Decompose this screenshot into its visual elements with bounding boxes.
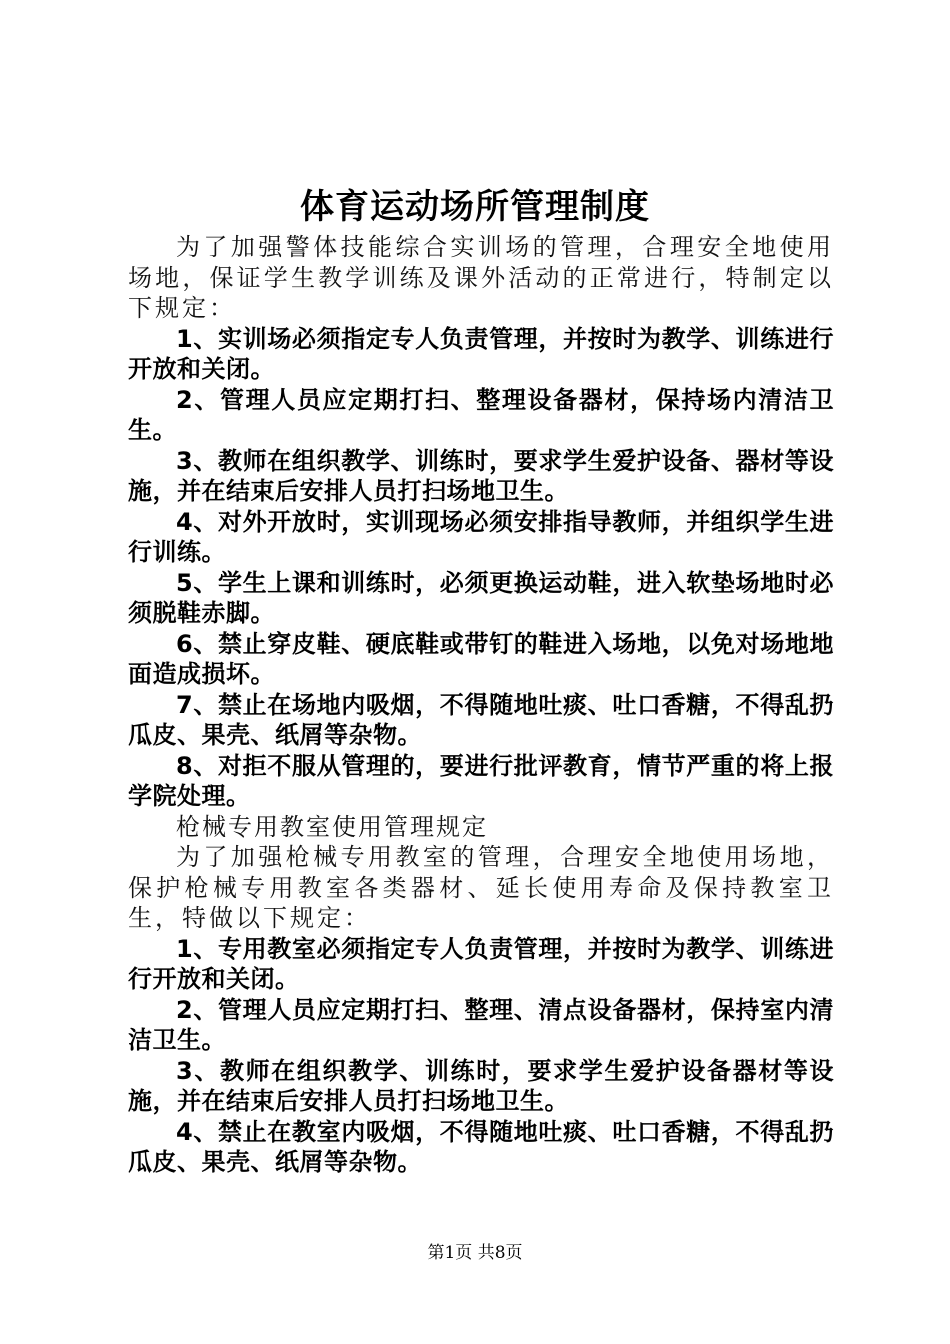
section-1-rule-1: 1、实训场必须指定专人负责管理，并按时为教学、训练进行开放和关闭。 <box>128 324 834 383</box>
document-title: 体育运动场所管理制度 <box>300 187 650 227</box>
section-1-rule-2: 2、管理人员应定期打扫、整理设备器材，保持场内清洁卫生。 <box>128 385 834 444</box>
section-1-intro: 为了加强警体技能综合实训场的管理，合理安全地使用场地，保证学生教学训练及课外活动的正常进行，特制定以下规定： <box>128 233 834 322</box>
section-1-rule-8: 8、对拒不服从管理的，要进行批评教育，情节严重的将上报学院处理。 <box>128 751 834 810</box>
section-2-heading: 枪械专用教室使用管理规定 <box>176 812 488 841</box>
section-1-rule-7: 7、禁止在场地内吸烟，不得随地吐痰、吐口香糖，不得乱扔瓜皮、果壳、纸屑等杂物。 <box>128 690 834 749</box>
section-2-intro: 为了加强枪械专用教室的管理，合理安全地使用场地，保护枪械专用教室各类器材、延长使用寿命及保持教室卫生，特做以下规定： <box>128 843 834 932</box>
section-1-rule-6: 6、禁止穿皮鞋、硬底鞋或带钉的鞋进入场地，以免对场地地面造成损坏。 <box>128 629 834 688</box>
section-1-rule-3: 3、教师在组织教学、训练时，要求学生爱护设备、器材等设施，并在结束后安排人员打扫场地卫生。 <box>128 446 834 505</box>
section-2-rule-2: 2、管理人员应定期打扫、整理、清点设备器材，保持室内清洁卫生。 <box>128 995 834 1054</box>
section-1-rule-4: 4、对外开放时，实训现场必须安排指导教师，并组织学生进行训练。 <box>128 507 834 566</box>
section-2-rule-4: 4、禁止在教室内吸烟，不得随地吐痰、吐口香糖，不得乱扔瓜皮、果壳、纸屑等杂物。 <box>128 1117 834 1176</box>
page-number-footer: 第1页 共8页 <box>427 1243 523 1263</box>
document-body <box>128 232 834 1178</box>
section-2-rule-1: 1、专用教室必须指定专人负责管理，并按时为教学、训练进行开放和关闭。 <box>128 934 834 993</box>
section-1-rule-5: 5、学生上课和训练时，必须更换运动鞋，进入软垫场地时必须脱鞋赤脚。 <box>128 568 834 627</box>
section-2-rule-3: 3、教师在组织教学、训练时，要求学生爱护设备器材等设施，并在结束后安排人员打扫场地卫生。 <box>128 1056 834 1115</box>
